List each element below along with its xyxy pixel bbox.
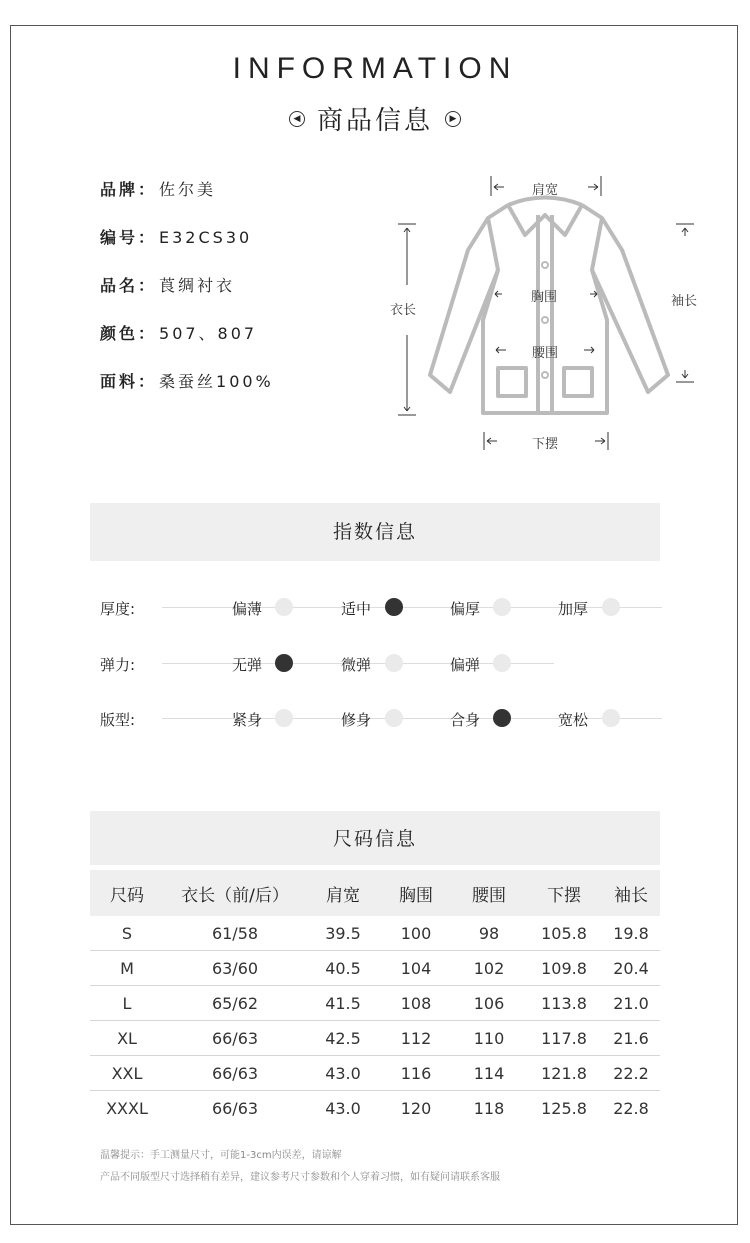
- cell-shoulder: 43.0: [306, 1056, 380, 1091]
- cell-chest: 108: [380, 986, 452, 1021]
- cell-waist: 114: [452, 1056, 526, 1091]
- cell-hem: 113.8: [526, 986, 602, 1021]
- size-section-title: 尺码信息: [90, 811, 660, 865]
- spec-color: 颜色： 507、807: [100, 324, 258, 343]
- cell-sleeve: 21.6: [602, 1021, 660, 1056]
- note-measurement: 温馨提示：手工测量尺寸，可能1-3cm内误差，请谅解: [100, 1150, 342, 1161]
- cell-waist: 110: [452, 1021, 526, 1056]
- cell-chest: 100: [380, 916, 452, 951]
- cell-shoulder: 41.5: [306, 986, 380, 1021]
- indicator-dot-selected: [385, 598, 403, 616]
- cell-size: XL: [90, 1021, 164, 1056]
- header-hem: 下摆: [526, 870, 602, 916]
- cell-sleeve: 22.2: [602, 1056, 660, 1091]
- header-waist: 腰围: [452, 870, 526, 916]
- cell-shoulder: 39.5: [306, 916, 380, 951]
- table-row: [90, 1091, 660, 1126]
- label-shoulder: 肩宽: [532, 183, 559, 198]
- header-sleeve: 袖长: [602, 870, 660, 916]
- option-slight-stretch: 微弹: [341, 656, 372, 674]
- shirt-outline-icon: [380, 170, 720, 460]
- cell-shoulder: 40.5: [306, 951, 380, 986]
- cell-length: 66/63: [211, 1098, 259, 1118]
- cell-waist: 102: [452, 951, 526, 986]
- cell-size: S: [90, 916, 164, 951]
- table-row: [90, 951, 660, 986]
- option-medium: 适中: [341, 600, 372, 618]
- cell-size: XXL: [90, 1056, 164, 1091]
- cell-size: XXXL: [106, 1098, 148, 1118]
- cell-waist: 106: [452, 986, 526, 1021]
- header-shoulder: 肩宽: [306, 870, 380, 916]
- cell-waist: 98: [452, 916, 526, 951]
- indicator-dot: [602, 598, 620, 616]
- option-loose: 宽松: [558, 711, 589, 729]
- header-chest: 胸围: [380, 870, 452, 916]
- option-stretchy: 偏弹: [450, 656, 481, 674]
- indicator-dot: [493, 598, 511, 616]
- label-chest: 胸围: [531, 290, 558, 305]
- cell-size: M: [90, 951, 164, 986]
- indicator-dot: [275, 709, 293, 727]
- note-sizing: 产品不同版型尺寸选择稍有差异，建议参考尺寸参数和个人穿着习惯，如有疑问请联系客服: [100, 1172, 500, 1183]
- index-label-thickness: 厚度:: [100, 600, 136, 618]
- header-length: 衣长（前/后）: [164, 870, 306, 916]
- circled-left-arrow-icon: ◀: [289, 111, 305, 127]
- table-row: [90, 1056, 660, 1091]
- cell-size: L: [90, 986, 164, 1021]
- title-chinese: 商品信息: [316, 106, 433, 136]
- index-label-elasticity: 弹力:: [100, 656, 136, 674]
- cell-sleeve: 22.8: [613, 1098, 649, 1118]
- index-section-title: 指数信息: [90, 503, 660, 561]
- label-hem: 下摆: [532, 437, 559, 452]
- cell-waist: 118: [473, 1098, 505, 1118]
- cell-hem: 109.8: [526, 951, 602, 986]
- option-thin: 偏薄: [232, 600, 263, 618]
- spec-name: 品名： 莨绸衬衣: [100, 276, 236, 295]
- cell-length: 61/58: [164, 916, 306, 951]
- cell-sleeve: 19.8: [602, 916, 660, 951]
- label-waist: 腰围: [532, 346, 559, 361]
- option-thick: 偏厚: [450, 600, 481, 618]
- table-row: [90, 916, 660, 951]
- indicator-dot-selected: [493, 709, 511, 727]
- size-table-header: [90, 870, 660, 916]
- cell-shoulder: 42.5: [306, 1021, 380, 1056]
- option-regular: 合身: [450, 711, 481, 729]
- circled-right-arrow-icon: ▶: [445, 111, 461, 127]
- index-label-fit: 版型:: [100, 711, 136, 729]
- spec-fabric: 面料： 桑蚕丝100%: [100, 372, 274, 391]
- cell-hem: 125.8: [541, 1098, 587, 1118]
- title-chinese-row: [0, 100, 750, 137]
- indicator-dot: [493, 654, 511, 672]
- cell-chest: 116: [380, 1056, 452, 1091]
- title-english: INFORMATION: [232, 52, 518, 85]
- cell-length: 66/63: [164, 1056, 306, 1091]
- spec-code: 编号： E32CS30: [100, 228, 253, 247]
- cell-length: 63/60: [164, 951, 306, 986]
- spec-brand: 品牌： 佐尔美: [100, 180, 217, 199]
- cell-hem: 117.8: [526, 1021, 602, 1056]
- indicator-dot-selected: [275, 654, 293, 672]
- table-row: [90, 1021, 660, 1056]
- shirt-measurement-diagram: [380, 170, 720, 460]
- cell-chest: 112: [380, 1021, 452, 1056]
- cell-chest: 120: [400, 1098, 432, 1118]
- label-sleeve: 袖长: [671, 294, 698, 309]
- cell-sleeve: 21.0: [602, 986, 660, 1021]
- indicator-dot: [385, 709, 403, 727]
- cell-sleeve: 20.4: [602, 951, 660, 986]
- option-tight: 紧身: [232, 711, 263, 729]
- cell-hem: 105.8: [526, 916, 602, 951]
- cell-hem: 121.8: [526, 1056, 602, 1091]
- cell-shoulder: 43.0: [325, 1098, 361, 1118]
- cell-length: 65/62: [164, 986, 306, 1021]
- indicator-dot: [602, 709, 620, 727]
- indicator-dot: [275, 598, 293, 616]
- table-row: [90, 986, 660, 1021]
- option-slim: 修身: [341, 711, 372, 729]
- indicator-dot: [385, 654, 403, 672]
- option-no-stretch: 无弹: [232, 656, 263, 674]
- cell-chest: 104: [380, 951, 452, 986]
- header-size: 尺码: [90, 870, 164, 916]
- option-extra-thick: 加厚: [558, 600, 589, 618]
- label-length: 衣长: [390, 303, 417, 318]
- size-table: [90, 870, 660, 1125]
- cell-length: 66/63: [164, 1021, 306, 1056]
